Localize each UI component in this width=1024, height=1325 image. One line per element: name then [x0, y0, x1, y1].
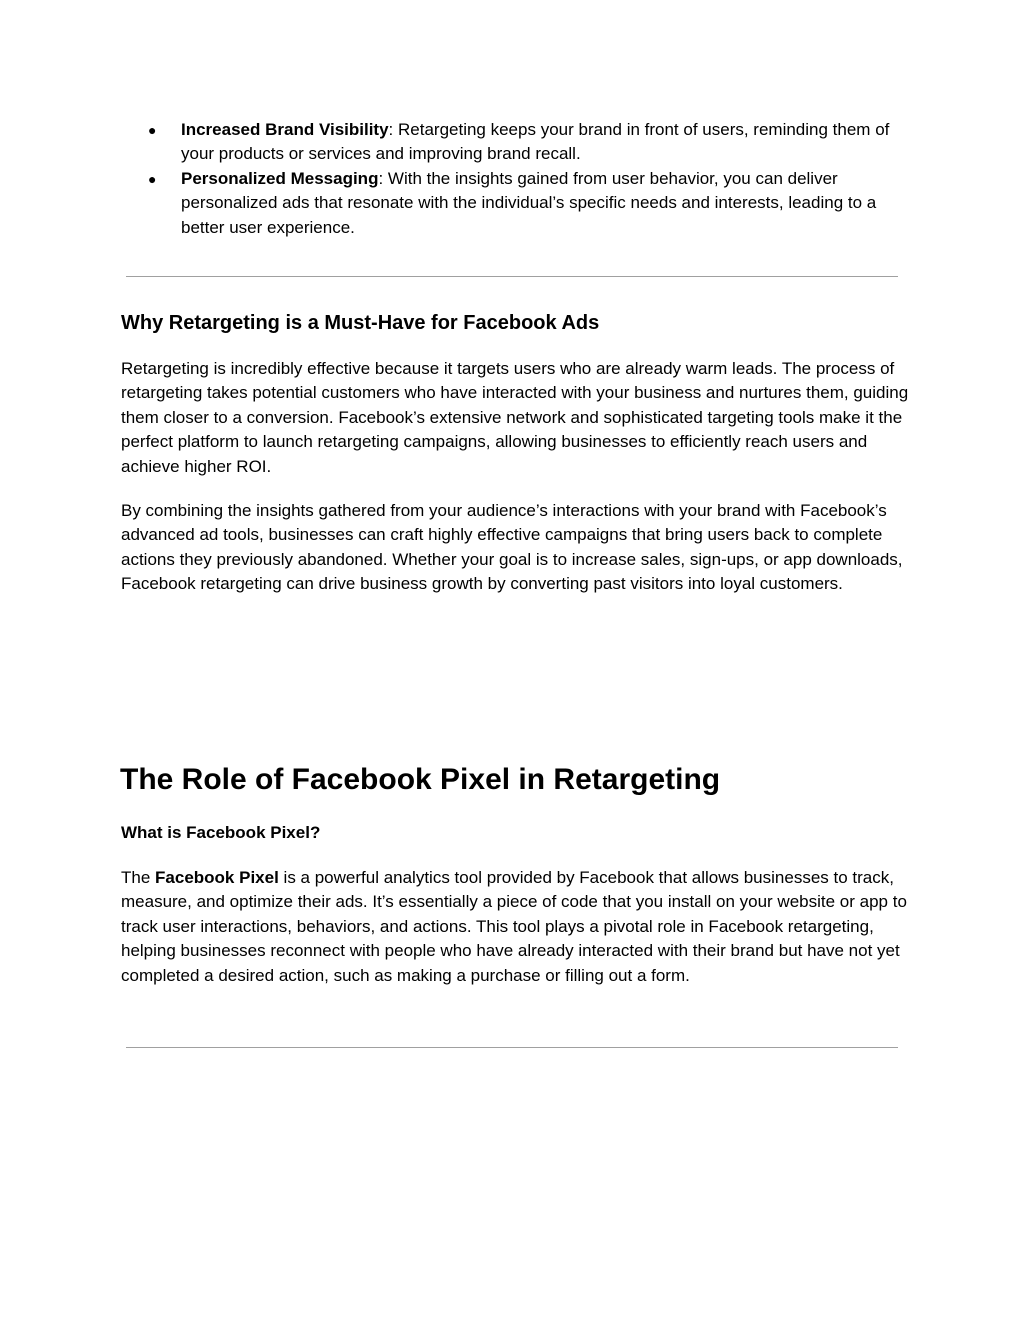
bullet-term: Personalized Messaging: [181, 168, 379, 188]
why-paragraph-2: By combining the insights gathered from your audience’s interactions with your brand with Facebook’s advanced ad tools, businesses can craft highly effective campaigns that bring users back to complete actions they previously abandoned. Whether your goal is to increase sales, sign-ups, or app downloads, Facebook retargeting can drive business growth by converting past visitors into loyal customers.: [121, 501, 903, 594]
section-title-facebook-pixel: The Role of Facebook Pixel in Retargeting: [120, 763, 721, 796]
horizontal-divider: [126, 276, 898, 277]
pixel-intro-prefix: The: [121, 868, 156, 887]
bullet-text: : Retargeting keeps your brand in front of users, reminding them of your products or services and improving brand recall.: [181, 120, 890, 164]
benefits-list: [121, 118, 911, 240]
subheading-what-is-pixel: What is Facebook Pixel?: [121, 823, 321, 842]
list-item: [121, 118, 911, 167]
pixel-intro-term: Facebook Pixel: [155, 868, 279, 887]
bullet-icon: ●: [148, 122, 157, 138]
why-paragraph-1: Retargeting is incredibly effective because it targets users who are already warm leads. The process of retargeting takes potential customers who have interacted with your business and nurtures them, guiding them closer to a conversion. Facebook’s extensive network and sophisticated targeting tools make it the perfect platform to launch retargeting campaigns, allowing businesses to efficiently reach users and achieve higher ROI.: [121, 359, 909, 476]
pixel-intro-paragraph: [121, 866, 911, 988]
section-heading-why-retargeting: Why Retargeting is a Must-Have for Facebook Ads: [121, 312, 600, 334]
horizontal-divider: [126, 1047, 898, 1048]
bullet-icon: ●: [148, 170, 157, 187]
bullet-term: Increased Brand Visibility: [181, 120, 389, 139]
list-item: [121, 167, 911, 240]
bullet-text: : With the insights gained from user behavior, you can deliver personalized ads that resonate with the individual’s specific needs and interests, leading to a better user experience.: [181, 168, 877, 237]
pixel-intro-text: is a powerful analytics tool provided by Facebook that allows businesses to track, measure, and optimize their ads. It’s essentially a piece of code that you install on your website or app to track user interactions, behaviors, and actions. This tool plays a pivotal role in Facebook retargeting, helping businesses reconnect with people who have already interacted with their brand but have not yet completed a desired action, such as making a purchase or filling out a form.: [121, 868, 907, 985]
